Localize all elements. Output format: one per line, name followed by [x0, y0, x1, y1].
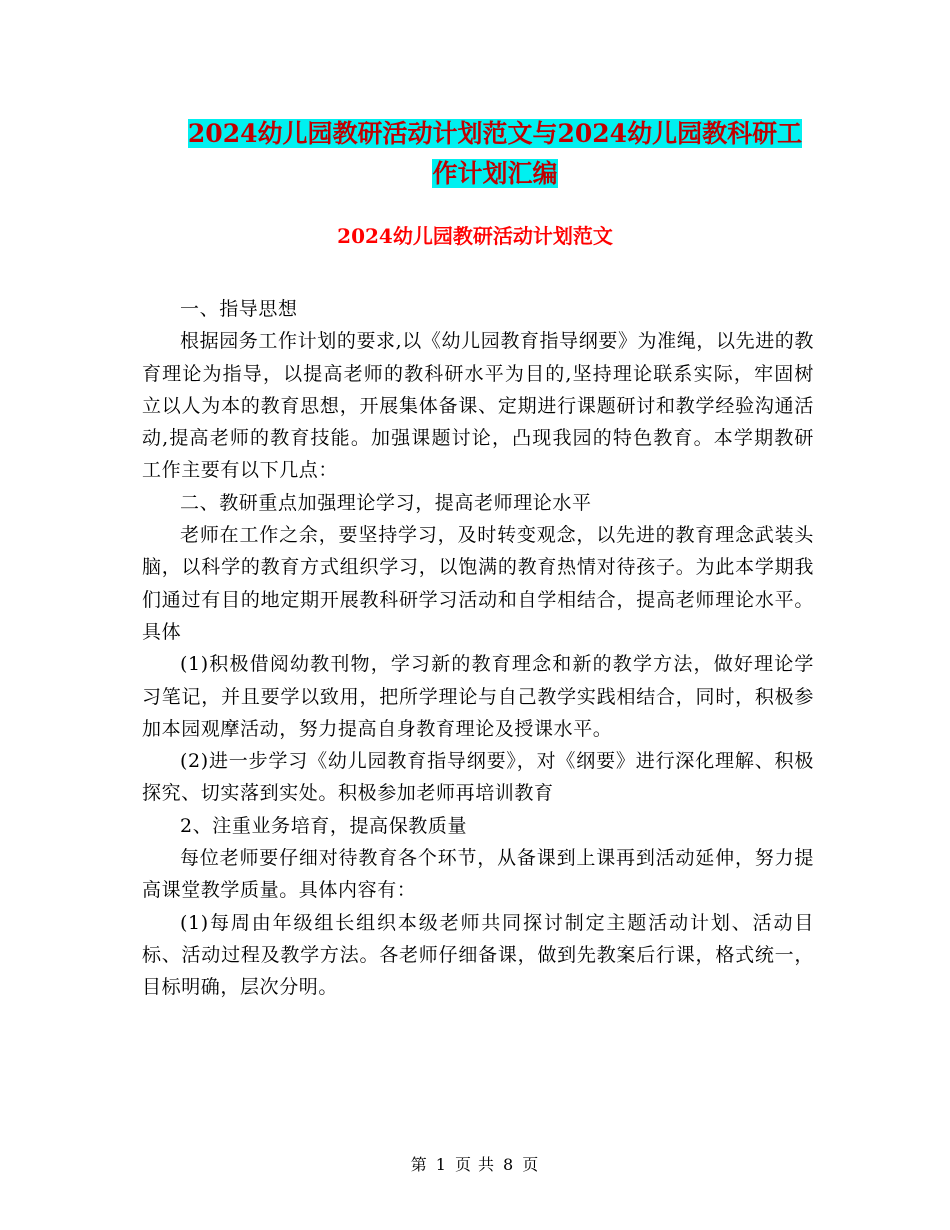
total-pages: 8 — [503, 1155, 515, 1174]
document-body — [142, 293, 814, 1004]
document-title — [140, 114, 850, 194]
footer-middle: 页 共 — [454, 1155, 496, 1174]
list-item: (1)每周由年级组长组织本级老师共同探讨制定主题活动计划、活动目标、活动过程及教学方法。各老师仔细备课，做到先教案后行课，格式统一，目标明确，层次分明。 — [142, 911, 814, 999]
paragraph: 根据园务工作计划的要求,以《幼儿园教育指导纲要》为准绳，以先进的教育理论为指导，以提高老师的教科研水平为目的,坚持理论联系实际，牢固树立以人为本的教育思想，开展集体备课、定期进行课题研讨和教学经验沟通活动,提高老师的教育技能。加强课题讨论，凸现我园的特色教育。本学期教研工作主要有以下几点： — [142, 330, 814, 482]
list-item: (2)进一步学习《幼儿园教育指导纲要》，对《纲要》进行深化理解、积极探究、切实落到实处。积极参加老师再培训教育 — [142, 750, 814, 805]
page-number: 1 — [435, 1155, 447, 1174]
page-footer — [0, 1153, 950, 1177]
section-title: 2024幼儿园教研活动计划范文 — [337, 224, 613, 248]
title-line-2: 作计划汇编 — [432, 159, 558, 188]
heading-research-focus: 二、教研重点加强理论学习，提高老师理论水平 — [180, 491, 592, 514]
footer-suffix: 页 — [522, 1155, 540, 1174]
title-line-1: 2024幼儿园教研活动计划范文与2024幼儿园教科研工 — [187, 119, 803, 148]
heading-guiding-ideology: 一、指导思想 — [180, 298, 298, 320]
heading-business-training: 2、注重业务培育，提高保教质量 — [180, 814, 468, 837]
footer-prefix: 第 — [410, 1155, 428, 1174]
list-item: (1)积极借阅幼教刊物，学习新的教育理念和新的教学方法，做好理论学习笔记，并且要学以致用，把所学理论与自己教学实践相结合，同时，积极参加本园观摩活动，努力提高自身教育理论及授课水平。 — [142, 653, 814, 740]
paragraph: 每位老师要仔细对待教育各个环节，从备课到上课再到活动延伸，努力提高课堂教学质量。具体内容有： — [142, 847, 814, 902]
paragraph: 老师在工作之余，要坚持学习，及时转变观念，以先进的教育理念武装头脑，以科学的教育方式组织学习，以饱满的教育热情对待孩子。为此本学期我们通过有目的地定期开展教科研学习活动和自学相结合，提高老师理论水平。具体 — [142, 524, 814, 643]
